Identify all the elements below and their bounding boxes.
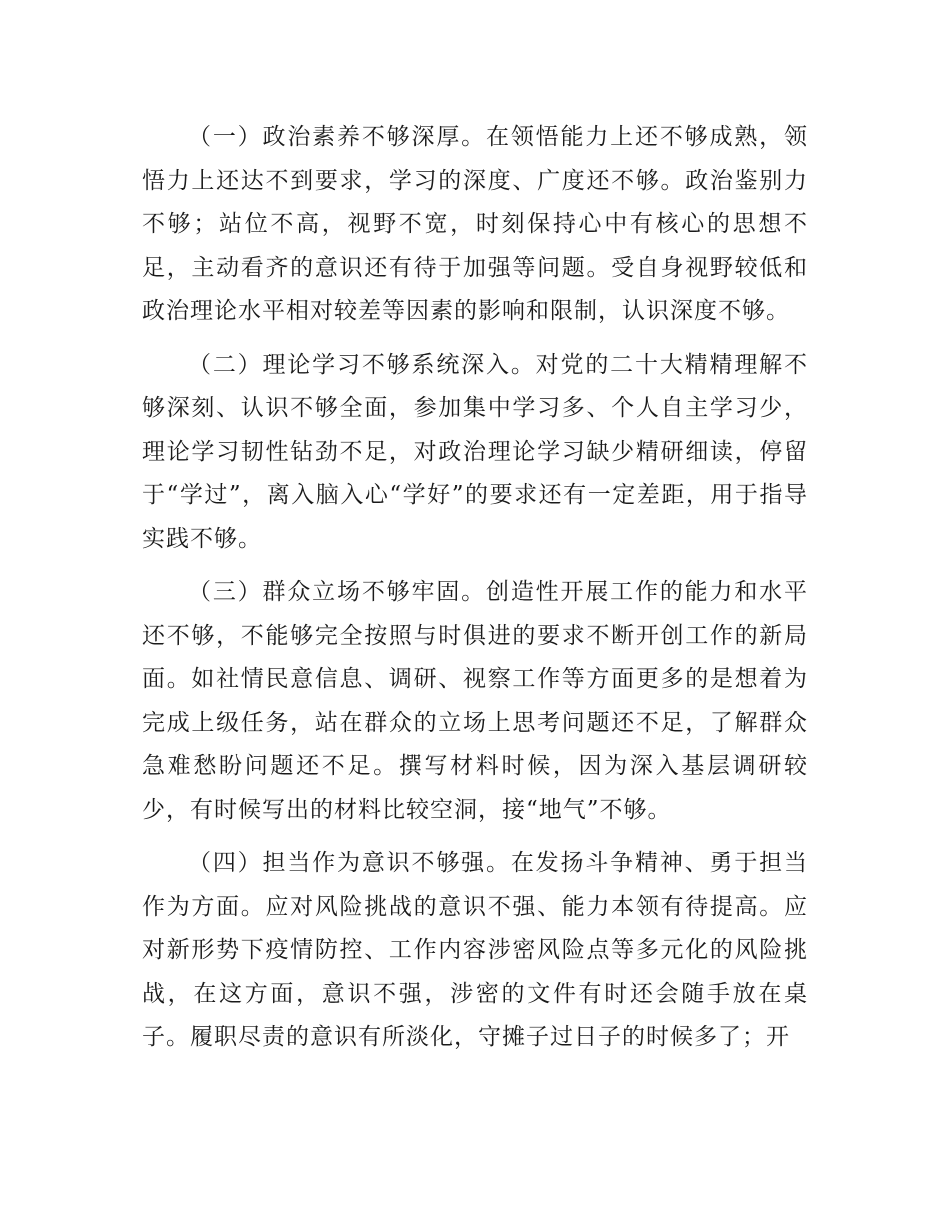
paragraph-political-literacy: （一）政治素养不够深厚。在领悟能力上还不够成熟，领悟力上还达不到要求，学习的深度、广度还不够。政治鉴别力不够；站位不高，视野不宽，时刻保持心中有核心的思想不足，主动看齐的意识还有待于加强等问题。受自身视野较低和政治理论水平相对较差等因素的影响和限制，认识深度不够。 <box>142 124 808 324</box>
document-body <box>142 116 808 1070</box>
paragraph-theory-study: （二）理论学习不够系统深入。对党的二十大精精理解不够深刻、认识不够全面，参加集中学习多、个人自主学习少，理论学习韧性钻劲不足，对政治理论学习缺少精研细读，停留于“学过”，离入脑入心“学好”的要求还有一定差距，用于指导实践不够。 <box>142 351 808 552</box>
paragraph-mass-stance: （三）群众立场不够牢固。创造性开展工作的能力和水平还不够，不能够完全按照与时俱进的要求不断开创工作的新局面。如社情民意信息、调研、视察工作等方面更多的是想着为完成上级任务，站在群众的立场上思考问题还不足，了解群众急难愁盼问题还不足。撰写材料时候，因为深入基层调研较少，有时候写出的材料比较空洞，接“地气”不够。 <box>142 579 808 823</box>
paragraph-responsibility: （四）担当作为意识不够强。在发扬斗争精神、勇于担当作为方面。应对风险挑战的意识不强、能力本领有待提高。应对新形势下疫情防控、工作内容涉密风险点等多元化的风险挑战，在这方面，意识不强，涉密的文件有时还会随手放在桌子。履职尽责的意识有所淡化，守摊子过日子的时候多了；开 <box>142 850 808 1050</box>
